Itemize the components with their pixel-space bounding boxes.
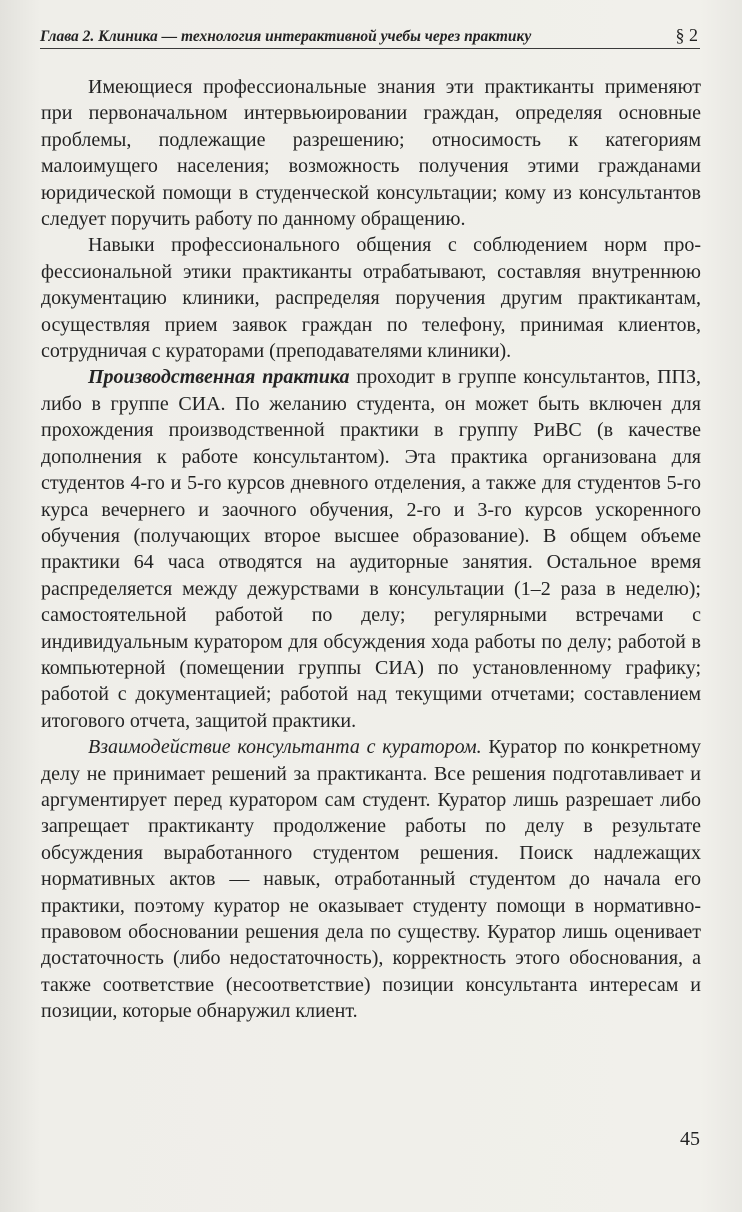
chapter-title: Глава 2. Клиника — технология интерактивной учебы через практику bbox=[40, 28, 532, 45]
running-header bbox=[40, 24, 700, 49]
paragraph bbox=[41, 364, 701, 734]
paragraph bbox=[41, 734, 701, 1024]
body-text bbox=[41, 74, 701, 1025]
paragraph-lead-term: Взаимодействие консультанта с куратором. bbox=[88, 736, 482, 759]
page-number: 45 bbox=[680, 1128, 700, 1150]
paragraph-lead-term: Производственная практика bbox=[88, 366, 350, 389]
paragraph-text: Куратор по конкретному делу не принимает решений за практиканта. Все решения подготавливает и аргументирует перед куратором сам студент. Куратор лишь разрешает либо запрещает практиканту продолжение работы по делу в результате обсуждения выработанного студентом решения. Поиск надлежащих нормативных актов — навык, отработанный студентом до начала его практики, поэтому куратор не оказывает студенту помощи в нормативно-правовом обосновании решения дела по существу. Куратор лишь оценивает достаточность (либо недостаточность), корректность этого обоснования, а также соответствие (несоответствие) позиции консультанта интересам и позиции, которые обнаружил клиент. bbox=[41, 736, 701, 1023]
paragraph-text: проходит в группе консультантов, ППЗ, либо в группе СИА. По желанию студента, он может быть включен для прохождения производственной практики в группу РиВС (в качестве дополнения к работе консультантом). Эта практика организована для студентов 4-го и 5-го курсов дневного отделения, а также для студентов 5-го курса вечернего и заочного обучения, 2-го и 3-го курсов ускоренного обучения (получающих второе высшее образование). В общем объеме практики 64 часа отводятся на аудиторные занятия. Остальное время распределяется между дежурствами в консультации (1–2 раза в неделю); самостоятельной работой по делу; регулярными встречами с индивидуальным куратором для обсуждения хода работы по делу; работой в компьютерной (помещении группы СИА) по установленному графику; работой с документацией; работой над текущими отчетами; составлением итогового отчета, защитой практики. bbox=[41, 366, 701, 732]
paragraph bbox=[41, 232, 701, 364]
paragraph-text: Навыки профессионального общения с соблюдением норм профессиональной этики практиканты отрабатывают, составляя внутреннюю документацию клиники, распределяя поручения другим практикантам, осуществляя прием заявок граждан по телефону, принимая клиентов, сотрудничая с кураторами (преподавателями клиники). bbox=[41, 234, 701, 363]
paragraph bbox=[41, 74, 701, 232]
paragraph-text: Имеющиеся профессиональные знания эти практиканты применяют при первоначальном интервьюировании граждан, определяя основные проблемы, подлежащие разрешению; относимость к категориям малоимущего населения; возможность получения этими гражданами юридической помощи в студенческой консультации; кому из консультантов следует поручить работу по данному обращению. bbox=[41, 76, 701, 231]
section-number: § 2 bbox=[675, 25, 698, 45]
